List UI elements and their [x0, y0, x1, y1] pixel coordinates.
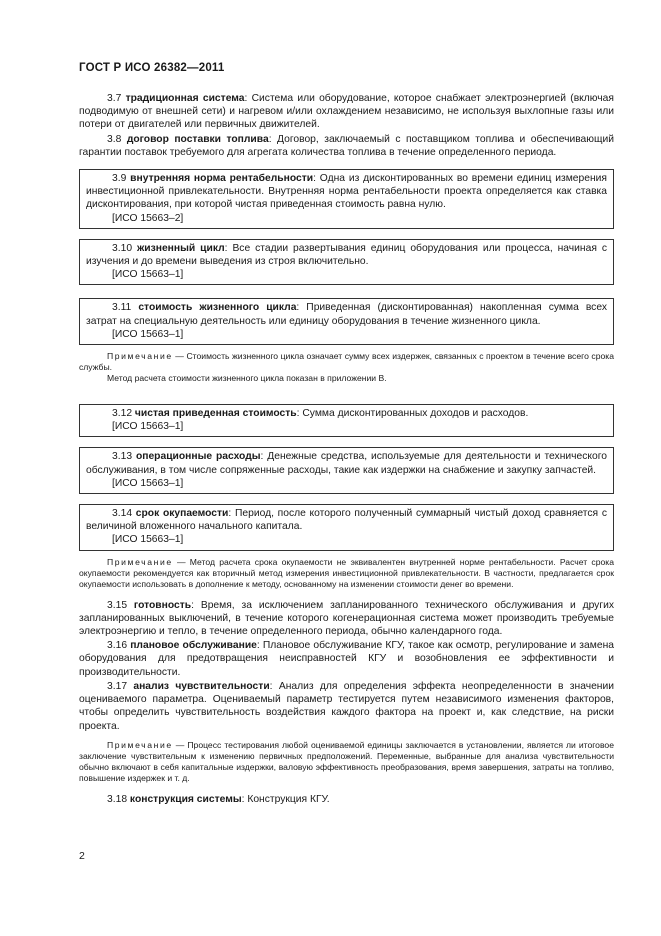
term-box-3-14	[79, 504, 614, 551]
term-box-3-11	[79, 298, 614, 345]
term-entry-3-8: 3.8 договор поставки топлива: Договор, заключаемый с поставщиком топлива и обеспечивающий гарантии поставок требуемого для агрегата количества топлива в течение определенного периода.	[79, 133, 614, 158]
term-entry-3-13: 3.13 операционные расходы: Денежные средства, используемые для деятельности и технического обслуживания, в том числе сопряженные расходы, такие как издержки на снабжение и закупку запчастей.	[86, 451, 607, 476]
term-box-3-12	[79, 404, 614, 437]
term-source-ref: [ИСО 15663–1]	[112, 328, 184, 340]
term-entry-3-10: 3.10 жизненный цикл: Все стадии развертывания единиц оборудования или процесса, начиная с изучения и до времени выведения из строя включительно.	[86, 242, 607, 268]
term-source-ref: [ИСО 15663–1]	[112, 421, 184, 433]
term-entry-3-15: 3.15 готовность: Время, за исключением запланированного технического обслуживания и других запланированных выключений, в течение которого когенерационная система может производить требуемые электроэнергию и тепло, в течение определенного периода, обычно календарного года.	[79, 599, 614, 638]
term-box-3-10	[79, 239, 614, 286]
term-source-ref: [ИСО 15663–1]	[112, 477, 184, 489]
note-sensitivity: Примечание — Процесс тестирования любой оцениваемой единицы заключается в установлении, является ли итоговое заключение чувствительным к изменению первичных предположений. Переменные, выбранные для анализа чувствительности обычно включают в себя капитальные издержки, валовую эффективность преобразования, время завершения, затраты на топливо, повышение издержек и т. д.	[79, 739, 614, 783]
term-box-3-9	[79, 169, 614, 229]
document-body	[79, 92, 614, 806]
page-number: 2	[79, 850, 85, 862]
term-source-ref: [ИСО 15663–1]	[112, 534, 184, 546]
term-entry-3-17: 3.17 анализ чувствительности: Анализ для определения эффекта неопределенности в значении оцениваемого параметра. Оцениваемый параметр тестируется путем независимого изменения факторов, чтобы определить чувствительность воздействия каждого фактора на проект и, как следствие, на риски проекта.	[79, 680, 614, 732]
note-payback: Примечание — Метод расчета срока окупаемости не эквивалентен внутренней норме рентабельности. Расчет срока окупаемости рекомендуется как вторичный метод измерения инвестиционной привлекательности. В частности, предлагается срок окупаемости использовать в дополнение к методу, основанному на изменении стоимости денег во времени.	[79, 556, 614, 589]
document-header: ГОСТ Р ИСО 26382—2011	[79, 62, 225, 74]
term-entry-3-18: 3.18 конструкция системы: Конструкция КГУ.	[107, 793, 330, 805]
term-entry-3-12: 3.12 чистая приведенная стоимость: Сумма дисконтированных доходов и расходов.	[112, 408, 529, 420]
term-box-3-13	[79, 447, 614, 494]
term-entry-3-16: 3.16 плановое обслуживание: Плановое обслуживание КГУ, такое как осмотр, регулирование и замена оборудования для предотвращения неисправностей КГУ и возобновления ее эффективности и производительности.	[79, 640, 614, 678]
term-entry-3-14: 3.14 срок окупаемости: Период, после которого полученный суммарный чистый доход сравняется с величиной вложенного начального капитала.	[86, 508, 607, 533]
note-lifecycle-method: Метод расчета стоимости жизненного цикла показан в приложении В.	[107, 373, 387, 384]
term-entry-3-9: 3.9 внутренняя норма рентабельности: Одна из дисконтированных во времени единиц измерения инвестиционной привлекательности. Внутренняя норма рентабельности проекта определяется как ставка дисконтирования, при которой чистая приведенная стоимость равна нулю.	[86, 173, 607, 211]
term-entry-3-11: 3.11 стоимость жизненного цикла: Приведенная (дисконтированная) накопленная сумма всех затрат на специальную деятельность или единицу оборудования в течение жизненного цикла.	[86, 302, 607, 327]
term-source-ref: [ИСО 15663–2]	[112, 212, 184, 224]
note-lifecycle-cost: Примечание — Стоимость жизненного цикла означает сумму всех издержек, связанных с проектом в течение всего срока службы.	[79, 351, 614, 373]
term-entry-3-7: 3.7 традиционная система: Система или оборудование, которое снабжает электроэнергией (включая подводимую от внешней сети) и нагревом и/или охлаждением независимо, не используя выхлопные газы или потери от двигателей или первичных движителей.	[79, 93, 614, 131]
term-source-ref: [ИСО 15663–1]	[112, 269, 184, 281]
